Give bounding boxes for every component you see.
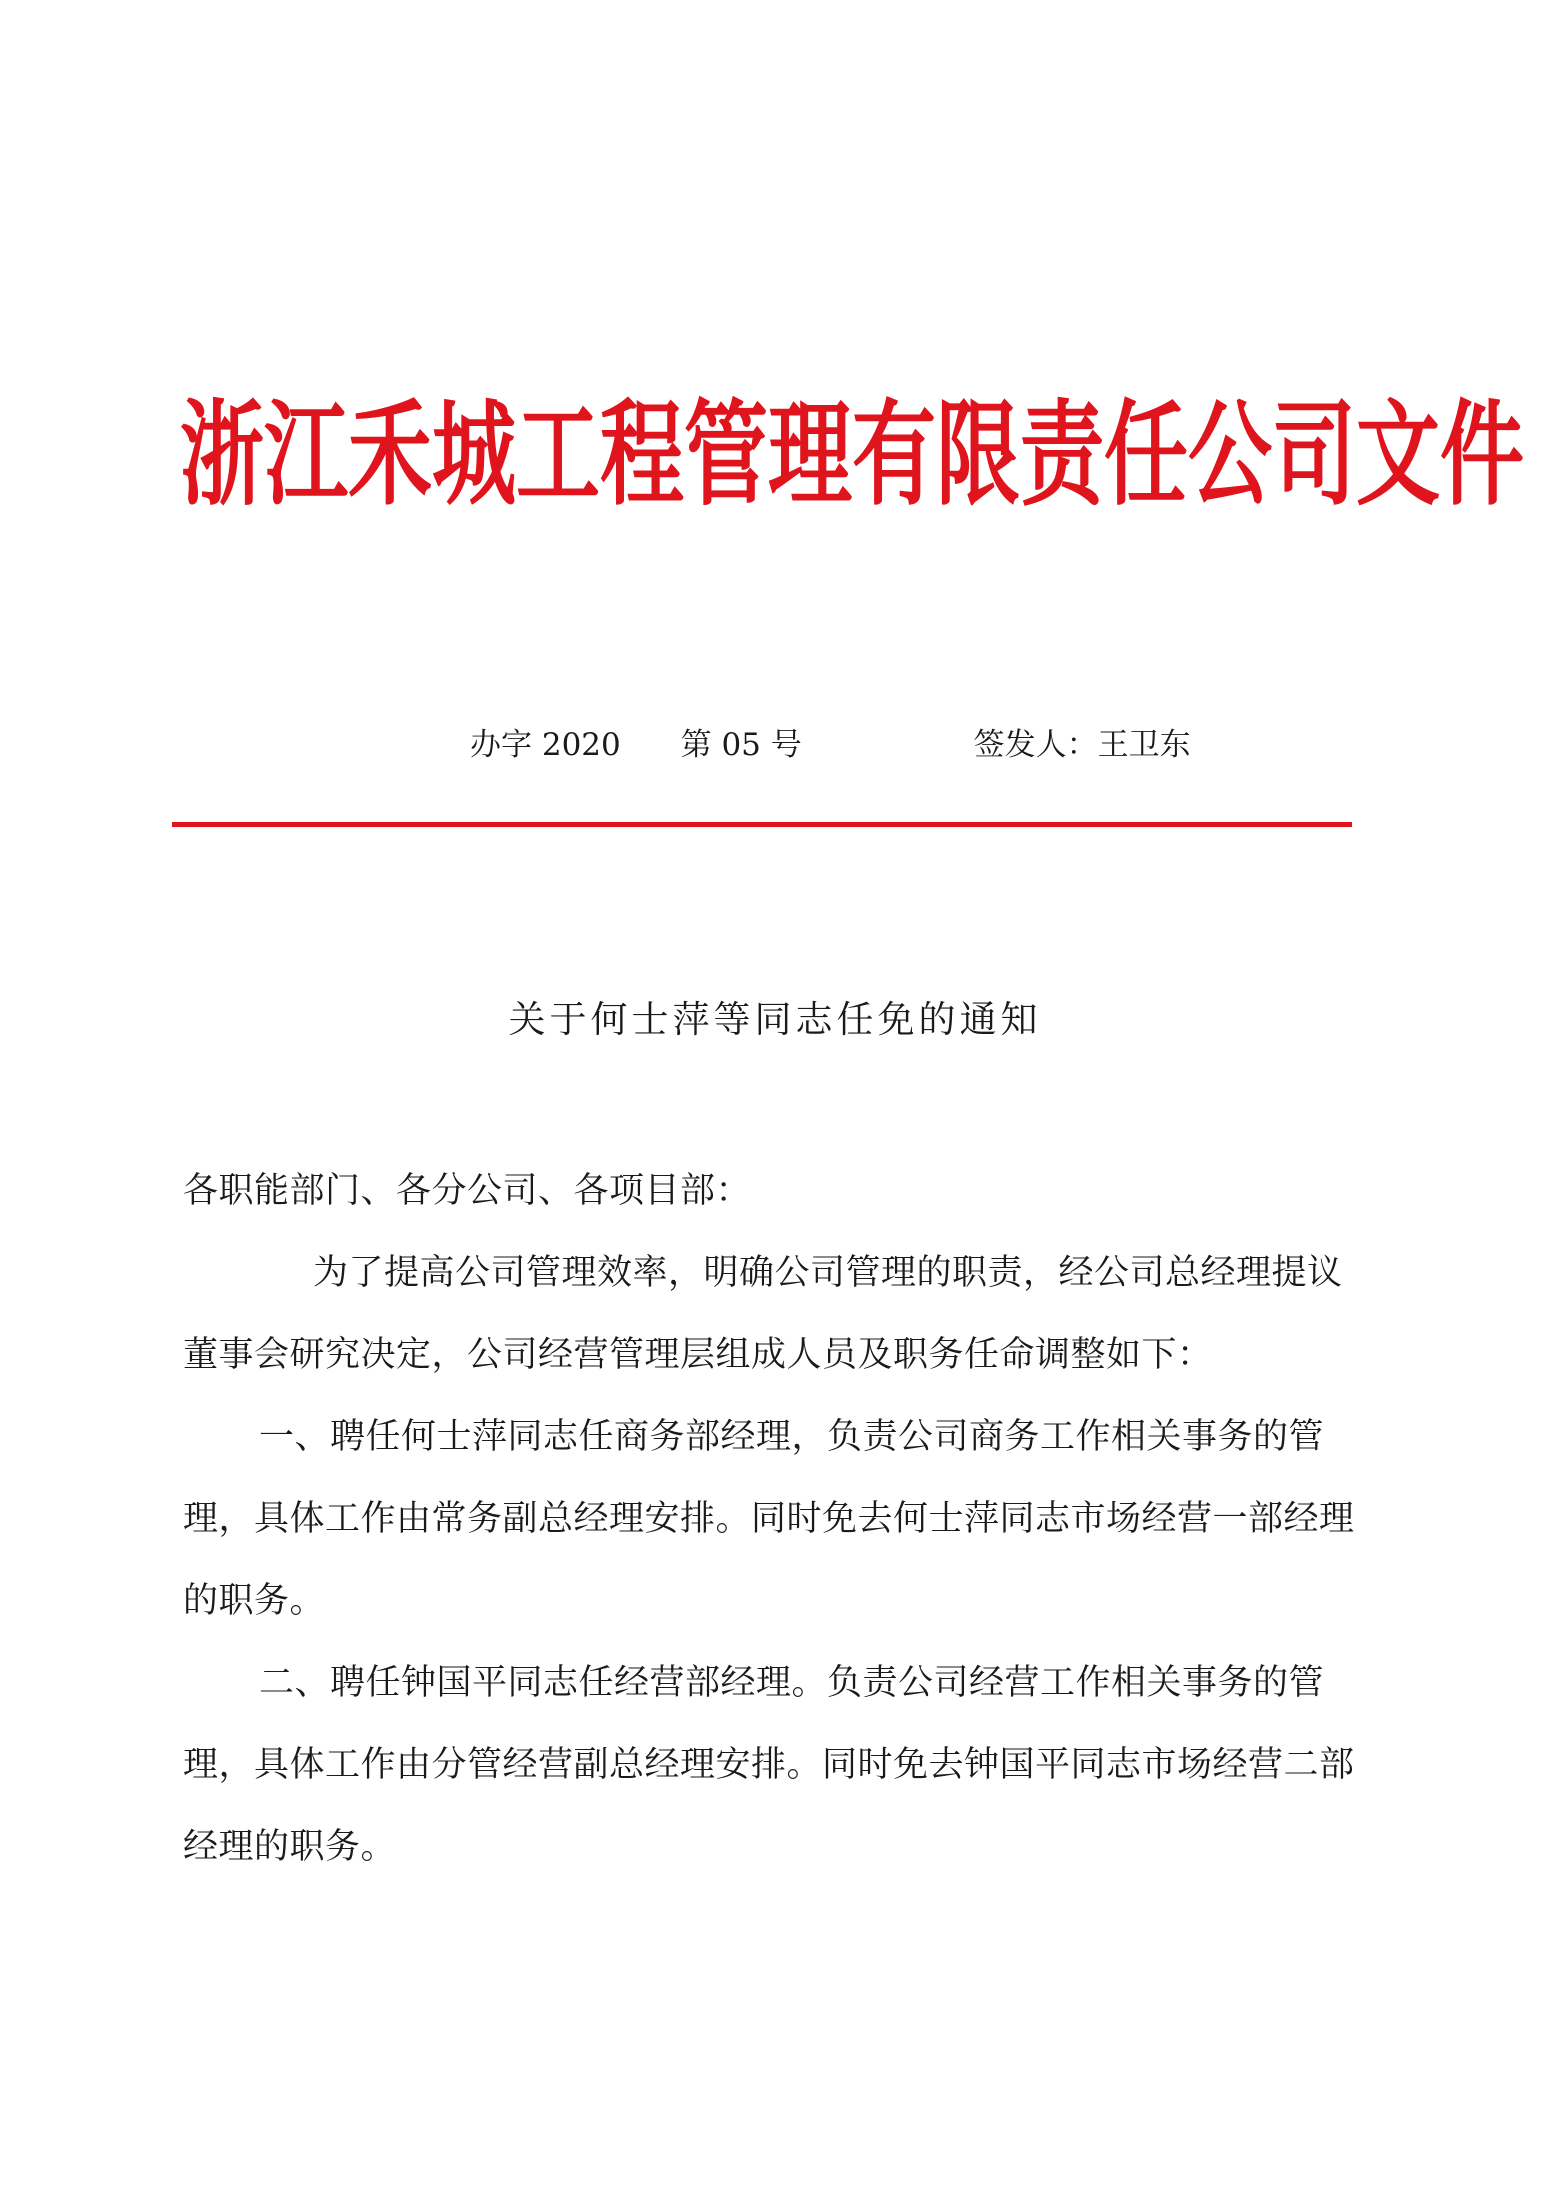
document-meta-line	[470, 720, 1191, 770]
salutation: 各职能部门、各分公司、各项目部：	[183, 1171, 752, 1211]
document-issuer: 签发人：王卫东	[973, 727, 1191, 763]
document-number: 办字 2020	[470, 727, 621, 763]
paragraph-intro: 为了提高公司管理效率，明确公司管理的职责，经公司总经理提议董事会研究决定，公司经营管理层组成人员及职务任命调整如下：	[183, 1253, 1343, 1375]
paragraph-item-2: 二、聘任钟国平同志任经营部经理。负责公司经营工作相关事务的管理，具体工作由分管经营副总经理安排。同时免去钟国平同志市场经营二部经理的职务。	[183, 1663, 1355, 1867]
red-separator-line	[172, 822, 1352, 827]
paragraph-item-1: 一、聘任何士萍同志任商务部经理，负责公司商务工作相关事务的管理，具体工作由常务副总经理安排。同时免去何士萍同志市场经营一部经理的职务。	[183, 1417, 1355, 1621]
document-sequence: 第 05 号	[680, 727, 802, 763]
document-masthead: 浙江禾城工程管理有限责任公司文件	[180, 388, 1525, 522]
notice-title: 关于何士萍等同志任免的通知	[508, 998, 1042, 1041]
